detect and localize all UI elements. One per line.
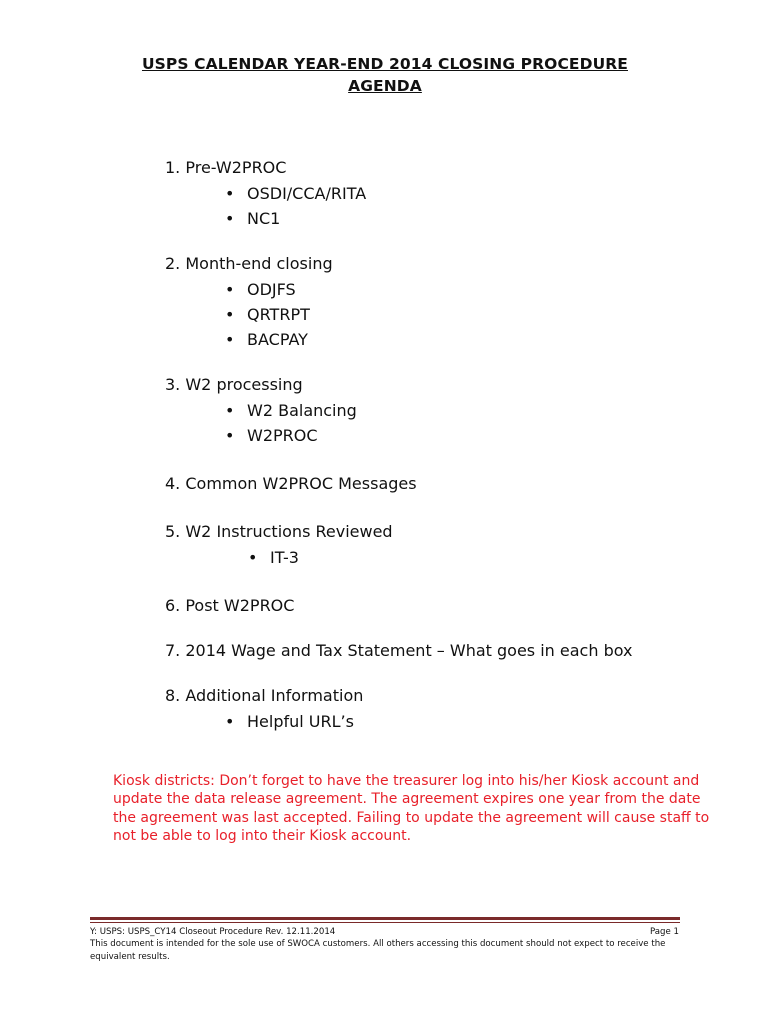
footer-page-number: Page 1 xyxy=(649,927,679,937)
agenda-bullet xyxy=(225,305,310,324)
bullet-icon: • xyxy=(225,330,235,349)
agenda-bullet-text: BACPAY xyxy=(247,330,308,349)
agenda-bullet-text: ODJFS xyxy=(247,280,296,299)
bullet-icon: • xyxy=(225,712,235,731)
bullet-icon: • xyxy=(225,280,235,299)
bullet-icon: • xyxy=(225,305,235,324)
footer-divider-thin xyxy=(90,922,680,923)
agenda-item-1: 1. Pre-W2PROC xyxy=(165,158,287,177)
agenda-bullet xyxy=(225,712,354,731)
page-title-line2: AGENDA xyxy=(348,77,422,95)
agenda-bullet xyxy=(225,280,296,299)
agenda-bullet-text: IT-3 xyxy=(270,548,299,567)
agenda-item-7: 7. 2014 Wage and Tax Statement – What goes in each box xyxy=(165,641,633,660)
agenda-bullet-text: W2PROC xyxy=(247,426,318,445)
agenda-item-6: 6. Post W2PROC xyxy=(165,596,295,615)
agenda-item-3: 3. W2 processing xyxy=(165,375,303,394)
bullet-icon: • xyxy=(248,548,258,567)
agenda-bullet-text: NC1 xyxy=(247,209,281,228)
agenda-bullet xyxy=(225,209,280,228)
agenda-bullet-text: OSDI/CCA/RITA xyxy=(247,184,367,203)
agenda-bullet-text: W2 Balancing xyxy=(247,401,357,420)
agenda-item-2: 2. Month-end closing xyxy=(165,254,333,273)
bullet-icon: • xyxy=(225,426,235,445)
agenda-item-5: 5. W2 Instructions Reviewed xyxy=(165,522,393,541)
kiosk-note: Kiosk districts: Don’t forget to have the treasurer log into his/her Kiosk account and update the data release agreement. The agreement expires one year from the date the agreement was last accepted. Failing to update the agreement will cause staff to not be able to log into their Kiosk account. xyxy=(113,773,710,844)
footer-disclaimer: This document is intended for the sole use of SWOCA customers. All others accessing this document should not expect to receive the equivalent results. xyxy=(90,939,666,962)
footer-divider xyxy=(90,917,680,920)
agenda-bullet xyxy=(248,548,299,567)
agenda-bullet xyxy=(225,401,357,420)
agenda-bullet-text: Helpful URL’s xyxy=(247,712,354,731)
agenda-bullet xyxy=(225,330,308,349)
agenda-bullet xyxy=(225,426,318,445)
agenda-bullet xyxy=(225,184,366,203)
footer-doc-ref: Y: USPS: USPS_CY14 Closeout Procedure Rev. 12.11.2014 xyxy=(90,927,336,937)
bullet-icon: • xyxy=(225,184,235,203)
agenda-item-8: 8. Additional Information xyxy=(165,686,364,705)
agenda-item-4: 4. Common W2PROC Messages xyxy=(165,474,417,493)
agenda-bullet-text: QRTRPT xyxy=(247,305,310,324)
bullet-icon: • xyxy=(225,401,235,420)
bullet-icon: • xyxy=(225,209,235,228)
page-title-line1: USPS CALENDAR YEAR-END 2014 CLOSING PROCEDURE xyxy=(141,55,628,73)
